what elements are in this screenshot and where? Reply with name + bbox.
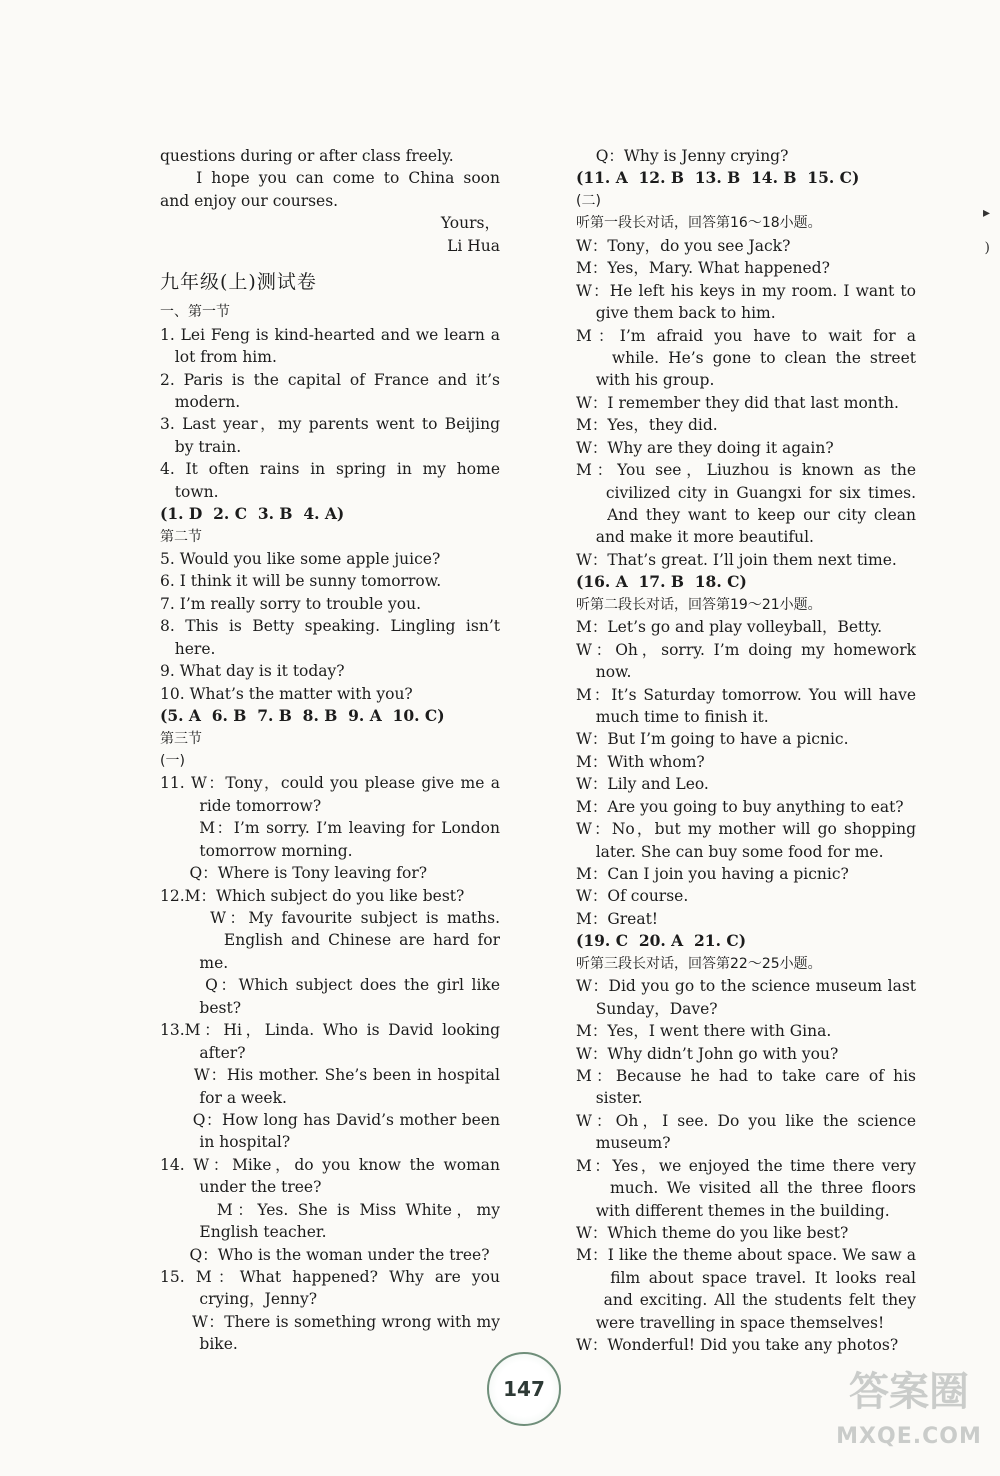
text-line: 4. It often rains in spring in my home	[160, 460, 500, 479]
text-line: 7. I’m really sorry to trouble you.	[160, 594, 422, 613]
text-line: Q：Who is the woman under the tree?	[160, 1245, 490, 1264]
text-line: modern.	[160, 392, 241, 411]
text-line: and exciting. All the students felt they	[576, 1291, 916, 1310]
text-line: 6. I think it will be sunny tomorrow.	[160, 572, 442, 591]
left-column	[160, 145, 500, 1356]
page-number-badge	[487, 1352, 561, 1426]
text-line: W：Wonderful! Did you take any photos?	[576, 1336, 899, 1355]
text-line: by train.	[160, 437, 242, 456]
text-line: ride tomorrow?	[160, 796, 322, 815]
text-line: lot from him.	[160, 348, 277, 367]
text-line: Q：Where is Tony leaving for?	[160, 864, 428, 883]
text-line: (16. A 17. B 18. C)	[576, 572, 747, 592]
text-line: 9. What day is it today?	[160, 662, 345, 681]
text-line: W：Why are they doing it again?	[576, 438, 834, 457]
text-line: (11. A 12. B 13. B 14. B 15. C)	[576, 168, 860, 188]
text-line: 听第三段长对话，回答第22～25小题。	[576, 955, 822, 972]
text-line: W：My favourite subject is maths.	[160, 909, 500, 927]
text-line: M：I’m sorry. I’m leaving for London	[160, 819, 500, 838]
text-line: after?	[160, 1043, 246, 1062]
text-line: 听第二段长对话，回答第19～21小题。	[576, 596, 822, 613]
text-line: Q：Why is Jenny crying?	[576, 147, 789, 165]
text-line: M：Yes，Mary. What happened?	[576, 259, 830, 278]
text-line: W：Oh，sorry. I’m doing my homework	[576, 640, 916, 659]
text-line: M：You see，Liuzhou is known as the	[576, 461, 916, 480]
text-line: (1. D 2. C 3. B 4. A)	[160, 504, 345, 524]
text-line: W：Why didn’t John go with you?	[576, 1044, 839, 1063]
text-line: W：Tony，do you see Jack?	[576, 236, 791, 255]
text-line: civilized city in Guangxi for six times.	[576, 483, 916, 502]
text-line: W：I remember they did that last month.	[576, 393, 899, 412]
text-line: M：Great!	[576, 909, 659, 928]
text-line: me.	[160, 953, 229, 972]
text-line: I hope you can come to China soon	[160, 169, 500, 188]
text-line: M：With whom?	[576, 752, 705, 771]
text-line: much. We visited all the three floors	[576, 1179, 916, 1198]
text-line: M：Yes，they did.	[576, 416, 718, 435]
text-line: English and Chinese are hard for	[160, 931, 500, 950]
text-line: tomorrow morning.	[160, 841, 353, 860]
text-line: 15. M：What happened? Why are you	[160, 1268, 500, 1286]
text-line: with different themes in the building.	[576, 1201, 890, 1220]
text-line: 听第一段长对话，回答第16～18小题。	[576, 215, 822, 232]
text-line: much time to finish it.	[576, 707, 769, 726]
text-line: in hospital?	[160, 1133, 291, 1152]
text-line: W：He left his keys in my room. I want to	[576, 281, 916, 300]
text-line: (5. A 6. B 7. B 8. B 9. A 10. C)	[160, 706, 445, 726]
text-line: M：Yes. She is Miss White，my	[160, 1200, 500, 1219]
text-line: W：There is something wrong with my	[160, 1312, 500, 1331]
text-line: 14. W：Mike，do you know the woman	[160, 1155, 500, 1174]
text-line: W：Which theme do you like best?	[576, 1224, 849, 1242]
text-line: 5. Would you like some apple juice?	[160, 550, 441, 568]
text-line: M：I like the theme about space. We saw a	[576, 1246, 916, 1265]
watermark-url: MXQE.COM	[836, 1424, 982, 1449]
text-line: questions during or after class freely.	[160, 147, 454, 165]
text-line: bike.	[160, 1335, 238, 1354]
right-column	[576, 145, 916, 1357]
text-line: for a week.	[160, 1088, 287, 1107]
text-line: 九年级(上)测试卷	[160, 271, 317, 294]
text-line: 13.M：Hi，Linda. Who is David looking	[160, 1021, 500, 1040]
text-line: and enjoy our courses.	[160, 191, 339, 210]
text-line: were travelling in space themselves!	[576, 1313, 885, 1332]
text-line: M：Because he had to take care of his	[576, 1066, 916, 1085]
text-line: best?	[160, 998, 242, 1017]
text-line: M：Can I join you having a picnic?	[576, 865, 849, 883]
text-line: M：Yes，we enjoyed the time there very	[576, 1156, 916, 1175]
text-line: museum?	[576, 1134, 671, 1153]
text-line: Li Hua	[447, 236, 500, 255]
page-number: 147	[503, 1377, 545, 1401]
text-line: W：His mother. She’s been in hospital	[160, 1066, 500, 1085]
text-line: 2. Paris is the capital of France and it’s	[160, 370, 500, 389]
text-line: here.	[160, 639, 216, 658]
text-line: Sunday，Dave?	[576, 999, 718, 1018]
text-line: sister.	[576, 1089, 643, 1108]
text-line: And they want to keep our city clean	[576, 506, 916, 524]
text-line: M：Are you going to buy anything to eat?	[576, 797, 904, 816]
watermark	[824, 1360, 994, 1470]
watermark-logo: 答案圈	[849, 1369, 969, 1415]
text-line: and make it more beautiful.	[576, 528, 814, 547]
text-line: English teacher.	[160, 1223, 327, 1242]
text-line: W：But I’m going to have a picnic.	[576, 730, 849, 749]
text-line: M：Yes，I went there with Gina.	[576, 1022, 832, 1041]
text-line: film about space travel. It looks real	[576, 1268, 916, 1287]
text-line: later. She can buy some food for me.	[576, 842, 884, 861]
text-line: Q：How long has David’s mother been	[160, 1110, 500, 1129]
text-line: Yours，	[440, 214, 500, 233]
text-line: (二)	[576, 192, 601, 209]
text-line: under the tree?	[160, 1178, 322, 1197]
text-line: crying，Jenny?	[160, 1290, 318, 1309]
text-line: now.	[576, 663, 632, 682]
text-line: 11. W：Tony，could you please give me a	[160, 774, 500, 793]
text-line: W：That’s great. I’ll join them next time.	[576, 550, 897, 569]
text-line: 第三节	[160, 730, 202, 747]
text-line: 1. Lei Feng is kind-hearted and we learn a	[160, 325, 500, 344]
text-line: 一、第一节	[160, 304, 230, 321]
text-line: W：Of course.	[576, 887, 689, 906]
margin-mark: )	[984, 240, 990, 256]
text-line: give them back to him.	[576, 304, 776, 323]
text-line: W：No，but my mother will go shopping	[576, 820, 916, 839]
text-line: 第二节	[160, 528, 202, 545]
text-line: (19. C 20. A 21. C)	[576, 931, 747, 951]
text-line: 12.M：Which subject do you like best?	[160, 886, 465, 905]
text-line: 10. What’s the matter with you?	[160, 684, 413, 703]
text-line: while. He’s gone to clean the street	[576, 348, 916, 367]
text-line: M：I’m afraid you have to wait for a	[576, 326, 916, 345]
text-line: M：Let’s go and play volleyball，Betty.	[576, 618, 883, 637]
text-line: W：Oh，I see. Do you like the science	[576, 1111, 916, 1130]
text-line: W：Lily and Leo.	[576, 775, 709, 794]
text-line: 3. Last year，my parents went to Beijing	[160, 415, 500, 434]
text-line: (一)	[160, 752, 185, 769]
text-line: M：It’s Saturday tomorrow. You will have	[576, 685, 916, 704]
margin-mark: ▸	[982, 205, 990, 221]
text-line: Q：Which subject does the girl like	[160, 976, 500, 995]
text-line: with his group.	[576, 371, 715, 390]
text-line: W：Did you go to the science museum last	[576, 977, 916, 996]
text-line: 8. This is Betty speaking. Lingling isn’t	[160, 617, 500, 636]
text-line: town.	[160, 482, 219, 501]
